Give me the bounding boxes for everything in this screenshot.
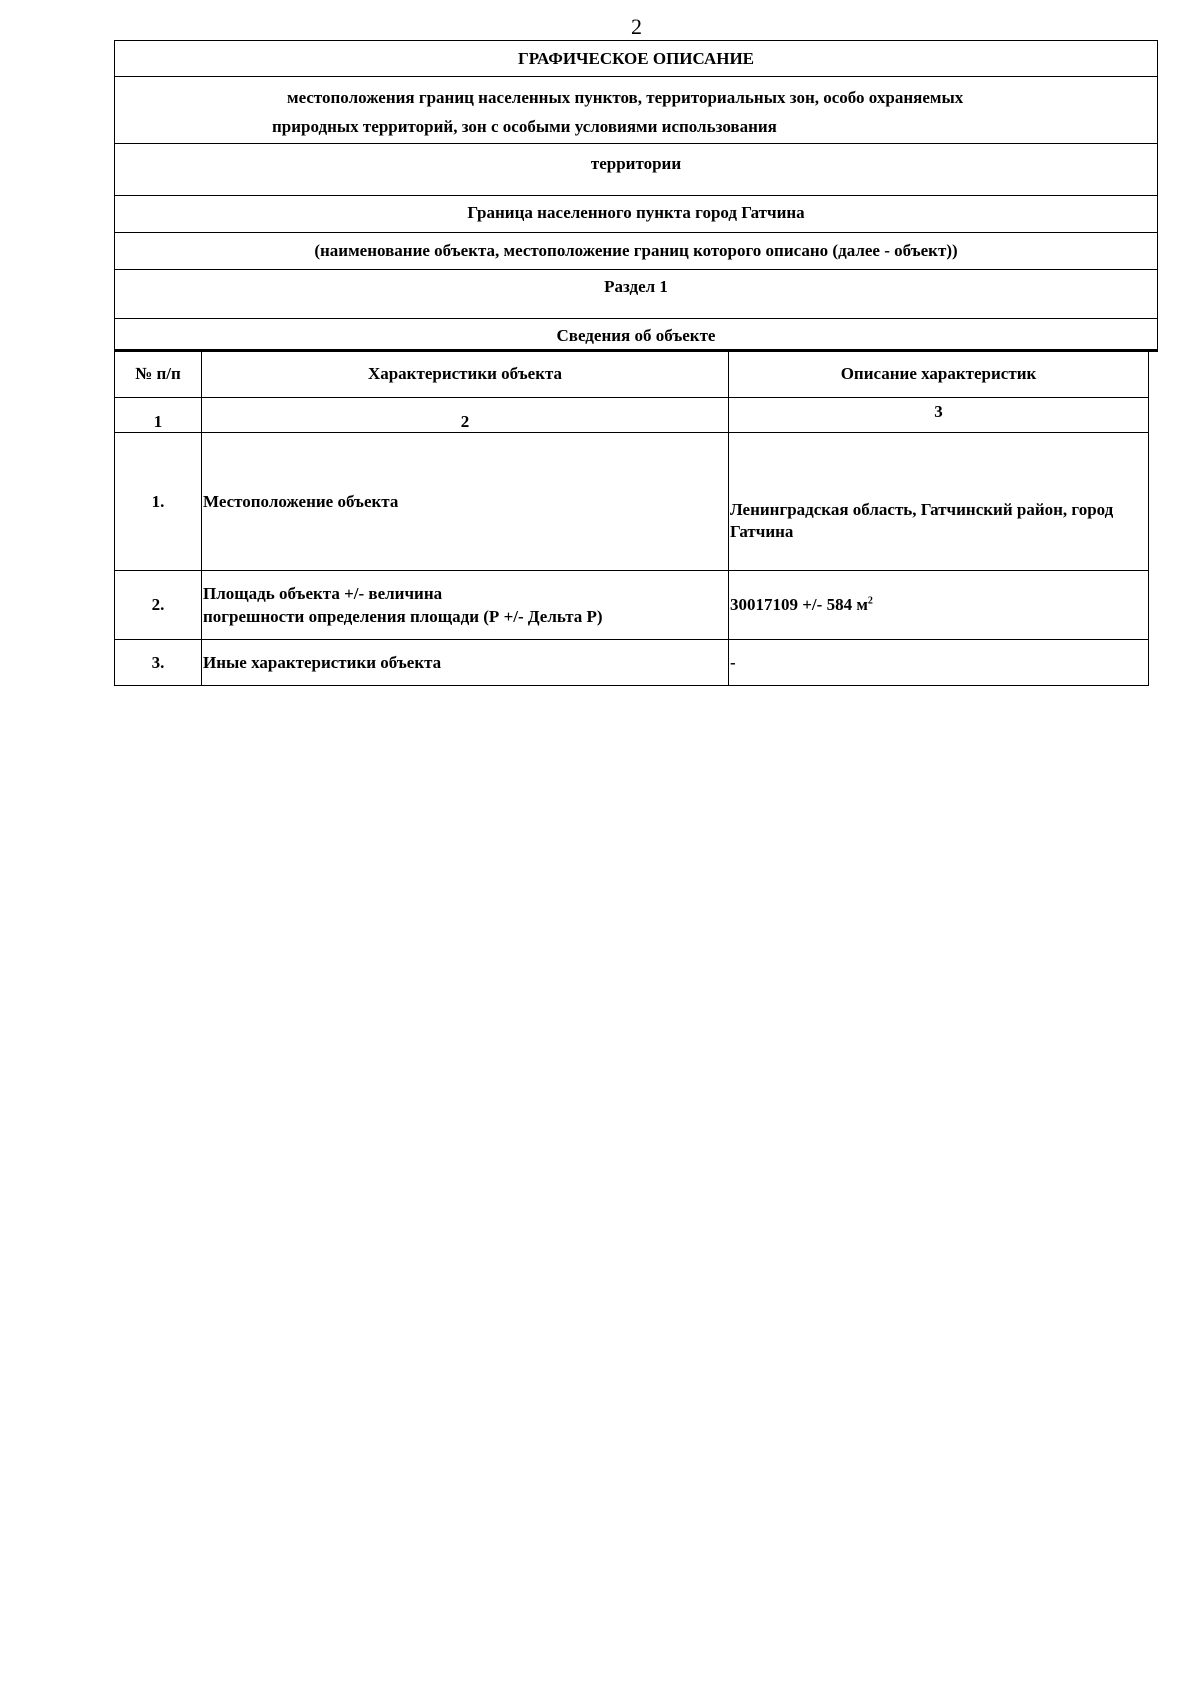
section-title: Сведения об объекте: [115, 319, 1157, 351]
column-header-characteristic: Характеристики объекта: [202, 351, 729, 398]
characteristic-line-2: погрешности определения площади (Р +/- Дельта Р): [203, 607, 603, 626]
column-number-2: 2: [202, 398, 729, 433]
characteristic-cell: Местоположение объекта: [202, 433, 729, 571]
document-subtitle: [115, 77, 1157, 144]
characteristic-line-1: Площадь объекта +/- величина: [203, 584, 443, 603]
object-name: Граница населенного пункта город Гатчина: [115, 196, 1157, 233]
row-number: 2.: [115, 571, 202, 640]
table-header-row: [115, 351, 1149, 398]
document-header: [114, 40, 1158, 352]
table-row: [115, 433, 1149, 571]
column-number-3: 3: [729, 398, 1149, 433]
description-cell: Ленинградская область, Гатчинский район, город Гатчина: [729, 433, 1149, 571]
column-header-number: № п/п: [115, 351, 202, 398]
description-cell: -: [729, 640, 1149, 686]
row-number: 3.: [115, 640, 202, 686]
area-unit-exponent: 2: [867, 595, 873, 607]
row-number: 1.: [115, 433, 202, 571]
characteristic-cell: Иные характеристики объекта: [202, 640, 729, 686]
section-label: Раздел 1: [115, 270, 1157, 319]
subtitle-line-3: территории: [115, 144, 1157, 196]
object-name-caption: (наименование объекта, местоположение границ которого описано (далее - объект)): [115, 233, 1157, 270]
column-number-1: 1: [115, 398, 202, 433]
subtitle-line-1: местоположения границ населенных пунктов, территориальных зон, особо охраняемых: [287, 88, 964, 107]
column-header-description: Описание характеристик: [729, 351, 1149, 398]
description-cell: [729, 571, 1149, 640]
document-title: ГРАФИЧЕСКОЕ ОПИСАНИЕ: [115, 41, 1157, 77]
page-number: 2: [631, 14, 642, 39]
table-row: [115, 640, 1149, 686]
subtitle-line-2: природных территорий, зон с особыми условиями использования: [272, 117, 777, 136]
object-info-table: [114, 350, 1149, 686]
column-numbers-row: [115, 398, 1149, 433]
area-value: 30017109 +/- 584 м: [730, 595, 868, 614]
table-row: [115, 571, 1149, 640]
characteristic-cell: [202, 571, 729, 640]
